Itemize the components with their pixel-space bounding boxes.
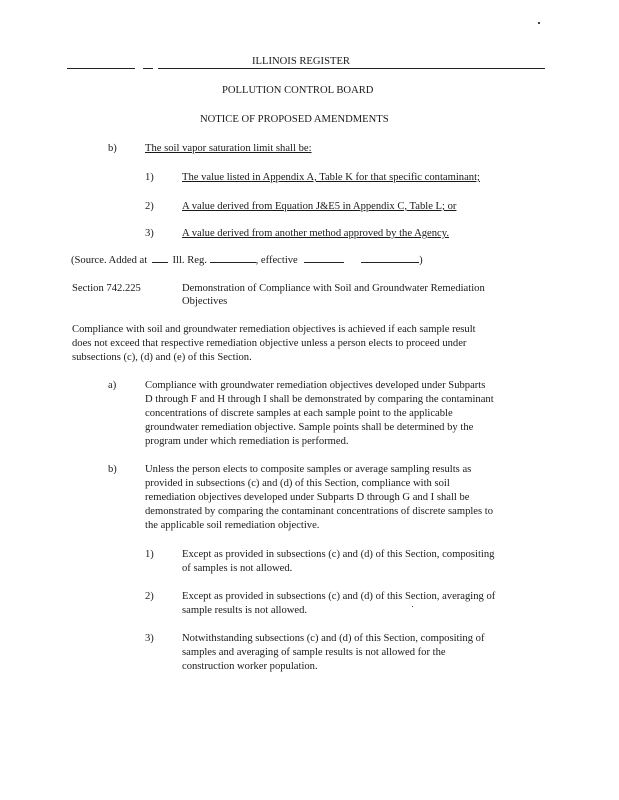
- list-item-line: construction worker population.: [182, 661, 318, 672]
- intro-line: subsections (c), (d) and (e) of this Section.: [72, 352, 252, 363]
- subsection-a-line: concentrations of discrete samples at each sample point to the applicable: [145, 408, 453, 419]
- list-item-line: Notwithstanding subsections (c) and (d) of this Section, compositing of: [182, 633, 485, 644]
- intro-line: does not exceed that respective remediation objective unless a person elects to proceed under: [72, 338, 467, 349]
- subsection-b-line: provided in subsections (c) and (d) of this Section, compliance with soil: [145, 478, 450, 489]
- header-rule-left: [67, 68, 135, 69]
- list-item-number: 1): [145, 549, 154, 560]
- list-item-line: Except as provided in subsections (c) and (d) of this Section, compositing: [182, 549, 495, 560]
- list-item-number: 2): [145, 591, 154, 602]
- subsection-b-line: the applicable soil remediation objective.: [145, 520, 320, 531]
- scan-speck: [412, 606, 413, 607]
- header-rule-right: [158, 68, 545, 69]
- section-title-line2: Objectives: [182, 296, 228, 307]
- subsection-b-top-text: The soil vapor saturation limit shall be:: [145, 143, 312, 154]
- subsection-a-line: groundwater remediation objective. Sample points shall be determined by the: [145, 422, 474, 433]
- header-rule-mid: [143, 68, 153, 69]
- board-title: POLLUTION CONTROL BOARD: [222, 85, 374, 96]
- subsection-b-top-label: b): [108, 143, 117, 154]
- notice-title: NOTICE OF PROPOSED AMENDMENTS: [200, 114, 389, 125]
- section-number: Section 742.225: [72, 283, 141, 294]
- register-title: ILLINOIS REGISTER: [252, 56, 350, 67]
- blank-date-2: [361, 262, 419, 263]
- subsection-a-line: D through F and H through I shall be demonstrated by comparing the contaminant: [145, 394, 494, 405]
- subsection-b-line: Unless the person elects to composite samples or average sampling results as: [145, 464, 472, 475]
- blank-volume: [152, 262, 168, 263]
- list-item-line: of samples is not allowed.: [182, 563, 293, 574]
- blank-date: [304, 262, 344, 263]
- section-title-line1: Demonstration of Compliance with Soil and Groundwater Remediation: [182, 283, 485, 294]
- subsection-b-label: b): [108, 464, 117, 475]
- list-item-text: A value derived from another method approved by the Agency.: [182, 228, 450, 239]
- list-item-number: 3): [145, 228, 154, 239]
- list-item-number: 2): [145, 201, 154, 212]
- list-item-text: The value listed in Appendix A, Table K for that specific contaminant;: [182, 172, 480, 183]
- source-text-added: (Source. Added at: [71, 255, 148, 266]
- subsection-a-line: Compliance with groundwater remediation objectives developed under Subparts: [145, 380, 486, 391]
- source-text-ill-reg: Ill. Reg.: [172, 255, 207, 266]
- subsection-a-label: a): [108, 380, 117, 391]
- subsection-b-line: remediation objectives developed under Subparts D through G and I shall be: [145, 492, 470, 503]
- list-item-number: 3): [145, 633, 154, 644]
- blank-page: [210, 262, 256, 263]
- source-text-close: ): [419, 255, 423, 266]
- subsection-a-line: program under which remediation is performed.: [145, 436, 349, 447]
- source-text-effective: , effective: [255, 255, 298, 266]
- subsection-b-line: demonstrated by comparing the contaminant concentrations of discrete samples to: [145, 506, 494, 517]
- list-item-number: 1): [145, 172, 154, 183]
- list-item-line: Except as provided in subsections (c) and (d) of this Section, averaging of: [182, 591, 496, 602]
- list-item-text: A value derived from Equation J&E5 in Appendix C, Table L; or: [182, 201, 457, 212]
- intro-line: Compliance with soil and groundwater remediation objectives is achieved if each sample result: [72, 324, 476, 335]
- list-item-line: sample results is not allowed.: [182, 605, 308, 616]
- scan-speck: [538, 22, 540, 24]
- list-item-line: samples and averaging of sample results is not allowed for the: [182, 647, 446, 658]
- source-line: [71, 253, 423, 268]
